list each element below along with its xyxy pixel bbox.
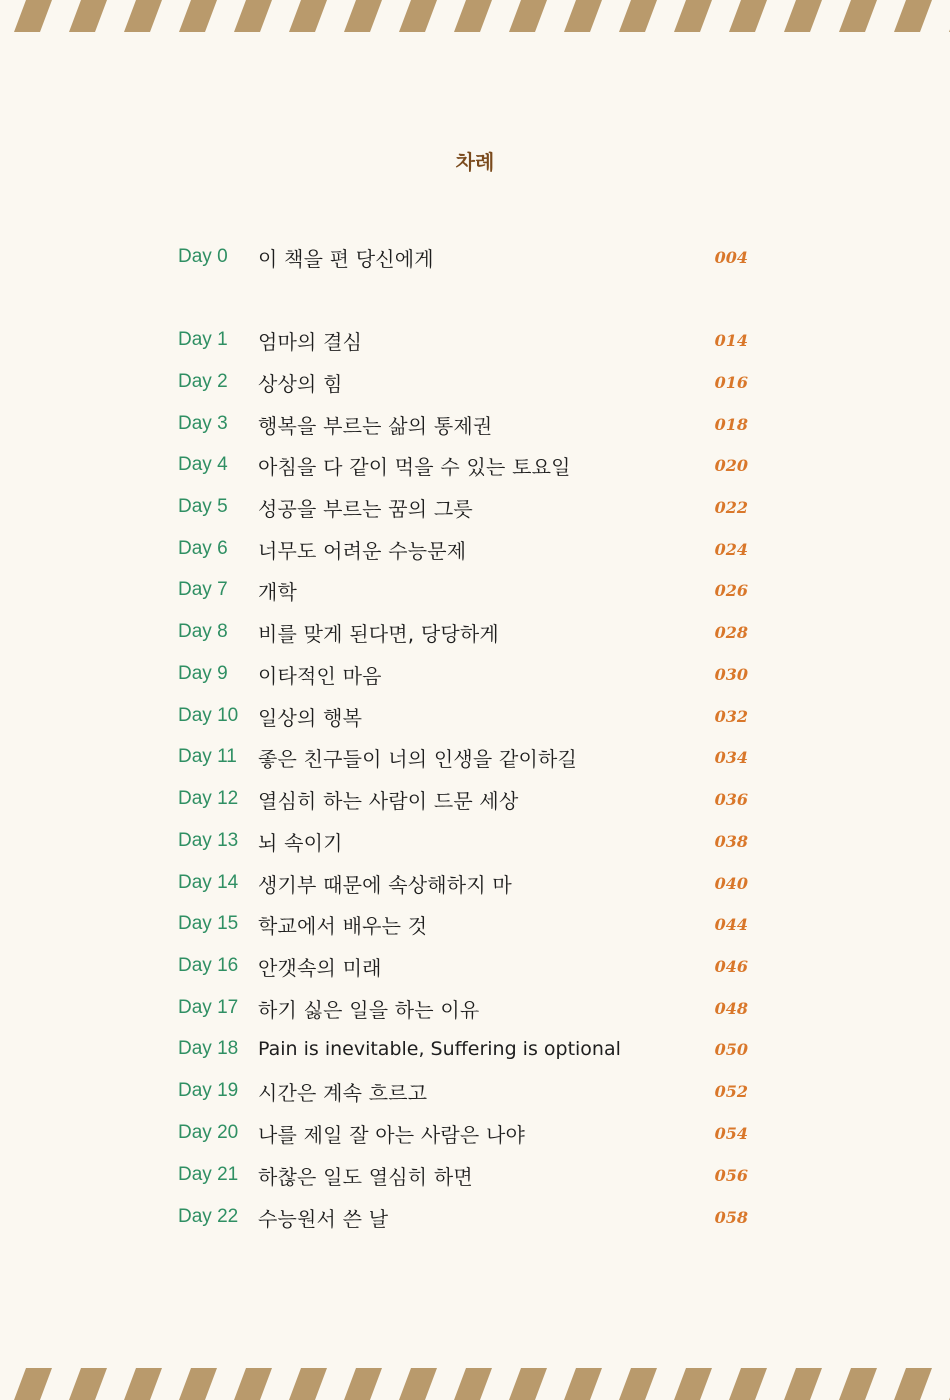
day-label: Day 14 [178, 872, 239, 893]
toc-entry[interactable] [178, 450, 748, 480]
day-label: Day 7 [178, 579, 228, 600]
day-label: Day 6 [178, 538, 228, 559]
page-number: 056 [714, 1165, 748, 1185]
day-label: Day 0 [178, 246, 228, 267]
toc-entry[interactable] [178, 242, 748, 272]
day-label: Day 10 [178, 705, 239, 726]
page-number: 032 [714, 706, 748, 726]
page-number: 016 [714, 372, 748, 392]
day-label: Day 22 [178, 1206, 239, 1227]
toc-entry[interactable] [178, 325, 748, 355]
toc-entry[interactable] [178, 701, 748, 731]
day-label: Day 5 [178, 496, 228, 517]
day-label: Day 11 [178, 746, 237, 767]
page-number: 026 [714, 580, 748, 600]
page-number: 058 [714, 1207, 748, 1227]
toc-entry[interactable] [178, 659, 748, 689]
page-number: 052 [714, 1081, 748, 1101]
toc-entry[interactable] [178, 492, 748, 522]
entry-title: 시간은 계속 흐르고 [258, 1080, 428, 1105]
top-stripe-border [0, 0, 950, 32]
entry-title: 학교에서 배우는 것 [258, 913, 428, 938]
entry-title: 안갯속의 미래 [258, 955, 382, 980]
stripe-pattern [0, 1368, 950, 1400]
entry-title: 성공을 부르는 꿈의 그릇 [258, 496, 473, 521]
page-number: 034 [714, 747, 748, 767]
toc-entry[interactable] [178, 1076, 748, 1106]
entry-title: 상상의 힘 [258, 371, 343, 396]
stripe-pattern [0, 0, 950, 32]
page-number: 040 [714, 873, 748, 893]
page-number: 038 [714, 831, 748, 851]
entry-title: 비를 맞게 된다면, 당당하게 [258, 621, 499, 646]
page-number: 030 [714, 664, 748, 684]
toc-entry[interactable] [178, 909, 748, 939]
toc-entry[interactable] [178, 993, 748, 1023]
page-number: 004 [714, 247, 748, 267]
entry-title: 하찮은 일도 열심히 하면 [258, 1164, 473, 1189]
day-label: Day 20 [178, 1122, 239, 1143]
entry-title: 열심히 하는 사람이 드문 세상 [258, 788, 519, 813]
entry-title: 엄마의 결심 [258, 329, 363, 354]
page-number: 018 [714, 414, 748, 434]
day-label: Day 4 [178, 454, 228, 475]
day-label: Day 3 [178, 413, 228, 434]
day-label: Day 1 [178, 329, 228, 350]
page-number: 028 [714, 622, 748, 642]
entry-title: 이타적인 마음 [258, 663, 382, 688]
entry-title: 수능원서 쓴 날 [258, 1206, 389, 1231]
day-label: Day 13 [178, 830, 239, 851]
entry-title: 좋은 친구들이 너의 인생을 같이하길 [258, 746, 578, 771]
day-label: Day 9 [178, 663, 228, 684]
toc-entry[interactable] [178, 826, 748, 856]
toc-entry[interactable] [178, 868, 748, 898]
entry-title: 개학 [258, 579, 298, 604]
page-number: 022 [714, 497, 748, 517]
page-number: 024 [714, 539, 748, 559]
toc-entry[interactable] [178, 784, 748, 814]
page-number: 044 [714, 914, 748, 934]
day-label: Day 8 [178, 621, 228, 642]
page-title: 차례 [455, 150, 495, 174]
toc-entry[interactable] [178, 951, 748, 981]
toc-entry[interactable] [178, 1160, 748, 1190]
toc-entry[interactable] [178, 1202, 748, 1232]
toc-entry[interactable] [178, 575, 748, 605]
entry-title: 이 책을 편 당신에게 [258, 246, 434, 271]
entry-title: 나를 제일 잘 아는 사람은 나야 [258, 1122, 526, 1147]
entry-title: 행복을 부르는 삶의 통제권 [258, 413, 493, 438]
page-number: 036 [714, 789, 748, 809]
toc-entry[interactable] [178, 1034, 748, 1064]
entry-title: 너무도 어려운 수능문제 [258, 538, 467, 563]
entry-title: 아침을 다 같이 먹을 수 있는 토요일 [258, 454, 571, 479]
page-number: 046 [714, 956, 748, 976]
bottom-stripe-border [0, 1368, 950, 1400]
toc-entry[interactable] [178, 367, 748, 397]
entry-title: 일상의 행복 [258, 705, 363, 730]
page-number: 048 [714, 998, 748, 1018]
day-label: Day 2 [178, 371, 228, 392]
day-label: Day 16 [178, 955, 239, 976]
toc-entry[interactable] [178, 742, 748, 772]
toc-entry[interactable] [178, 1118, 748, 1148]
day-label: Day 17 [178, 997, 239, 1018]
entry-title: 뇌 속이기 [258, 830, 343, 855]
day-label: Day 19 [178, 1080, 239, 1101]
page-number: 014 [714, 330, 748, 350]
entry-title: 하기 싫은 일을 하는 이유 [258, 997, 480, 1022]
day-label: Day 21 [178, 1164, 239, 1185]
toc-entry[interactable] [178, 409, 748, 439]
toc-entry[interactable] [178, 617, 748, 647]
page-number: 020 [714, 455, 748, 475]
toc-entry[interactable] [178, 534, 748, 564]
page-number: 050 [714, 1039, 748, 1059]
day-label: Day 15 [178, 913, 239, 934]
entry-title: Pain is inevitable, Suffering is optional [258, 1038, 621, 1060]
day-label: Day 12 [178, 788, 239, 809]
entry-title: 생기부 때문에 속상해하지 마 [258, 872, 512, 897]
page-number: 054 [714, 1123, 748, 1143]
day-label: Day 18 [178, 1038, 239, 1059]
